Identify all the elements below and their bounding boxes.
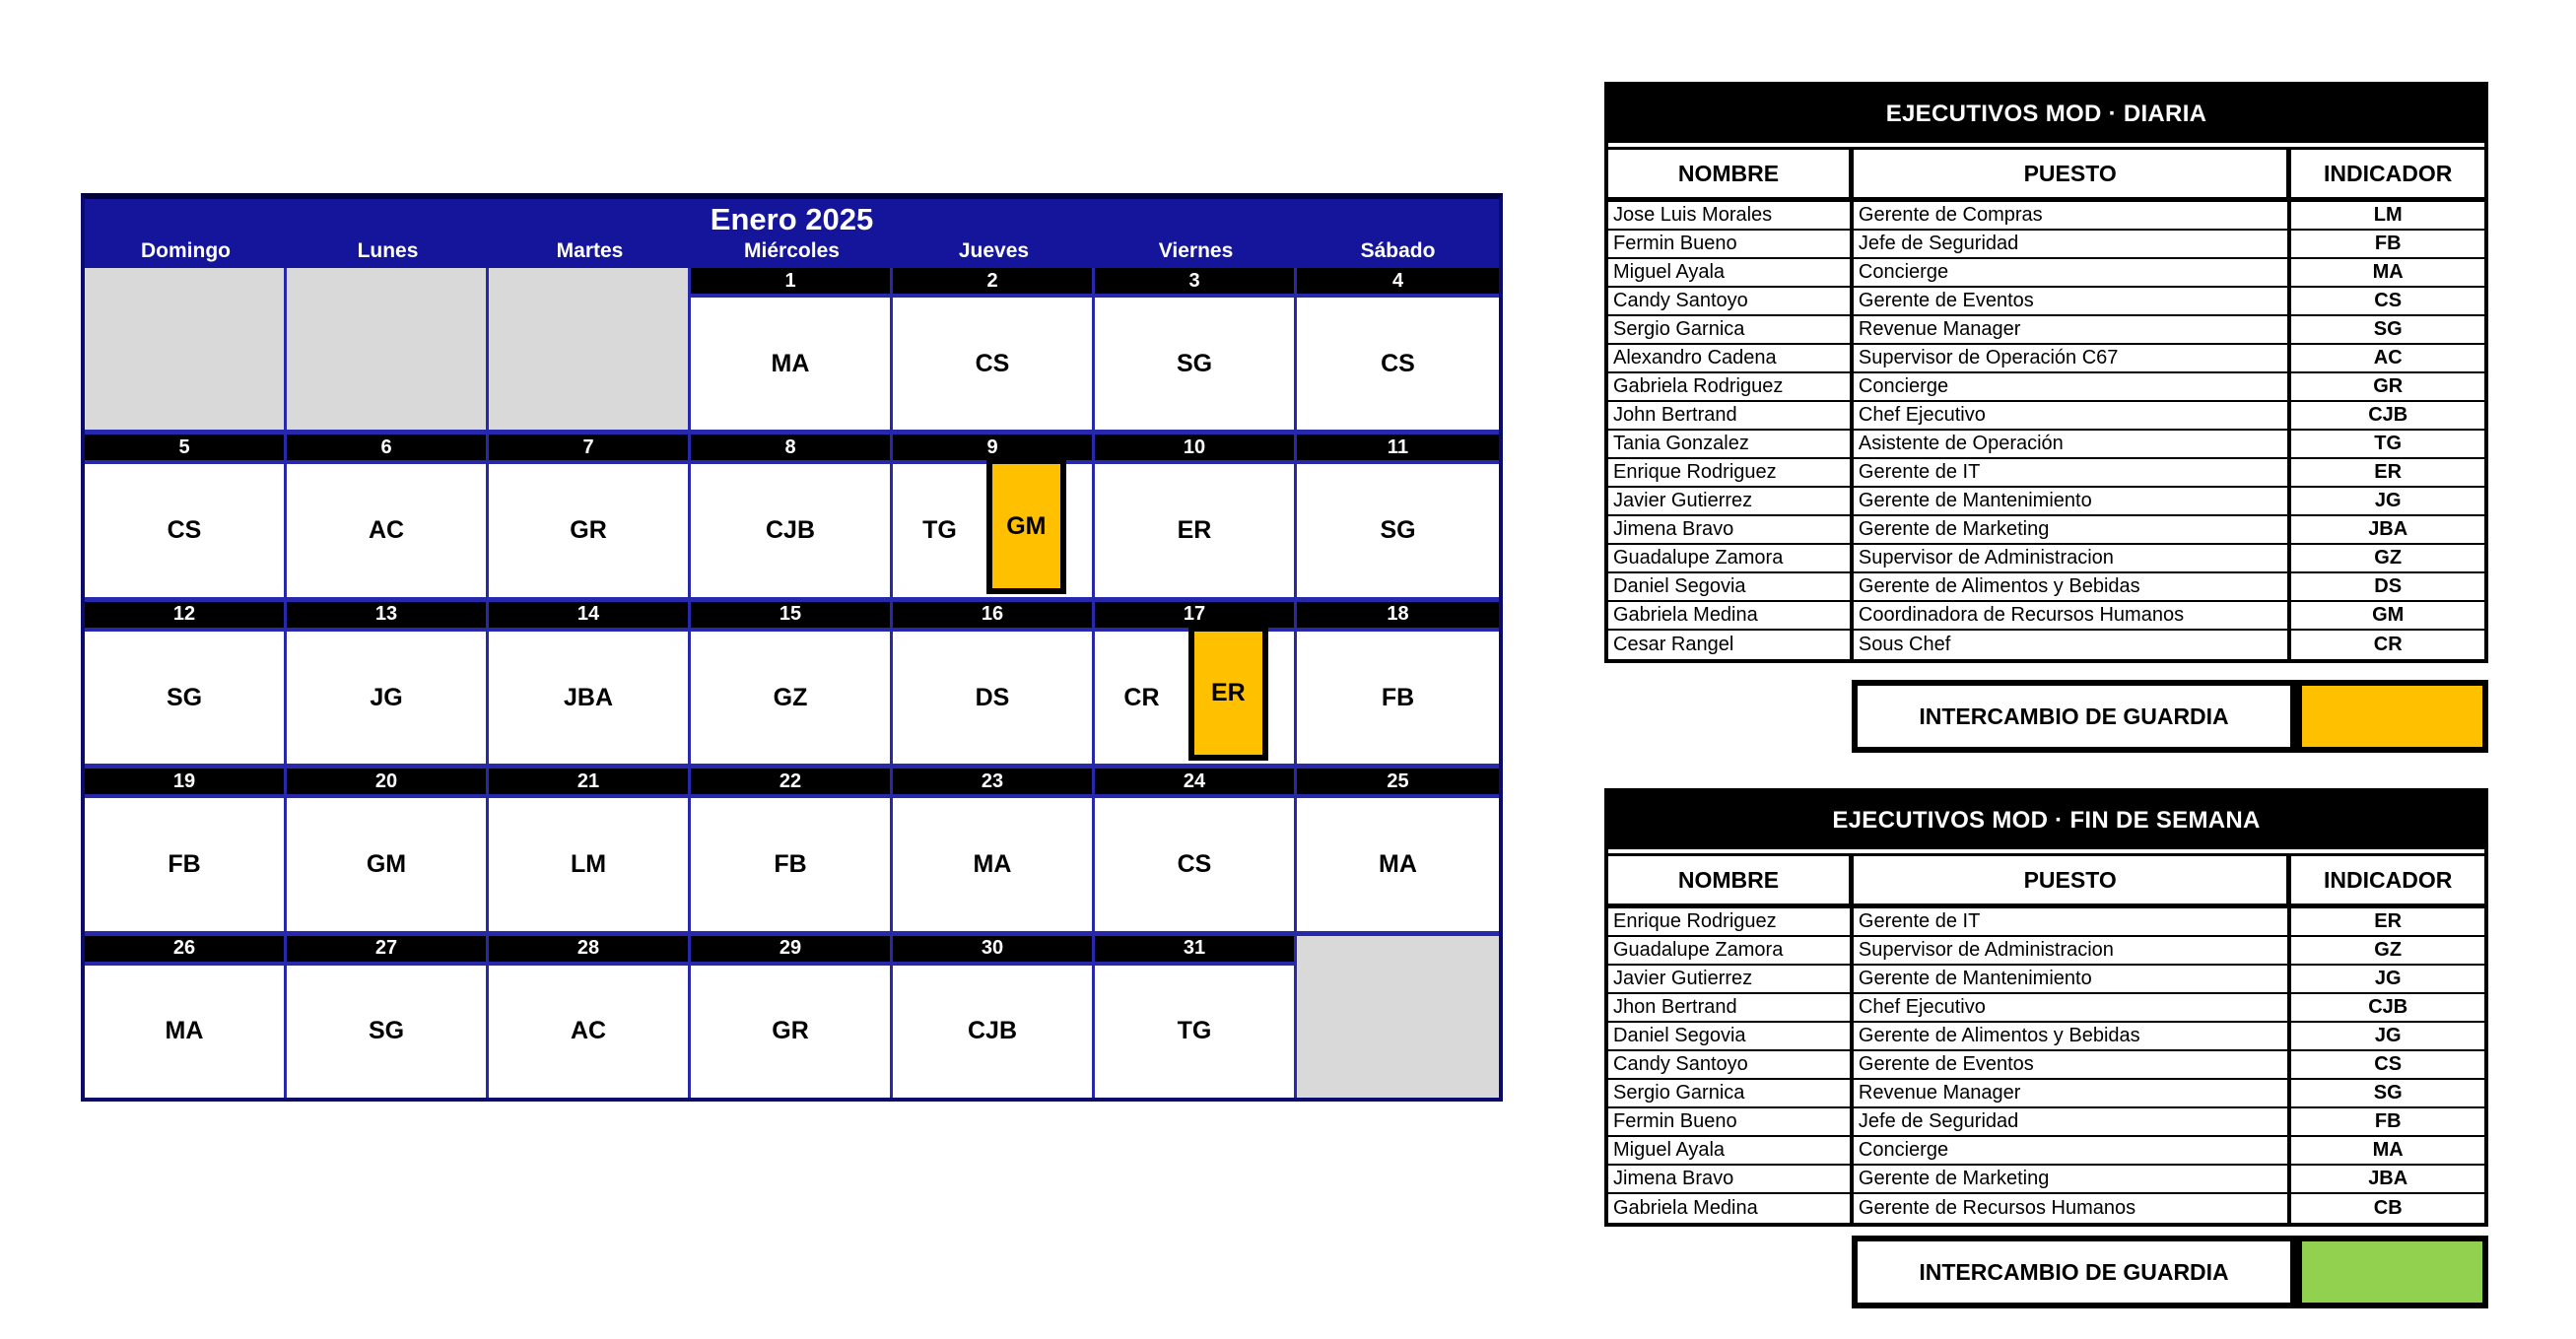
name-cell[interactable]: Daniel Segovia xyxy=(1608,573,1854,600)
column-header: PUESTO xyxy=(1854,856,2292,904)
puesto-cell[interactable]: Gerente de IT xyxy=(1854,459,2292,486)
column-header: NOMBRE xyxy=(1608,856,1854,904)
column-header: INDICADOR xyxy=(2324,866,2453,893)
table-body xyxy=(1608,202,2484,659)
puesto-cell[interactable]: Revenue Manager xyxy=(1854,316,2292,343)
column-header: PUESTO xyxy=(1854,150,2292,197)
legend-label: INTERCAMBIO DE GUARDIA xyxy=(1852,1236,2296,1308)
indicador-cell[interactable]: CJB xyxy=(2368,996,2408,1018)
table-row xyxy=(1608,1023,2484,1051)
duty-label: SG xyxy=(166,683,203,711)
week-row xyxy=(85,936,1499,1098)
week-row xyxy=(85,435,1499,601)
name-cell[interactable]: Candy Santoyo xyxy=(1608,288,1854,314)
table-row xyxy=(1608,431,2484,459)
table-row xyxy=(1608,1051,2484,1080)
table-row xyxy=(1608,966,2484,994)
duty-label: CS xyxy=(1177,849,1212,878)
duty-label: ER xyxy=(1177,516,1212,545)
day-header: Jueves xyxy=(958,239,1030,262)
duty-label: CJB xyxy=(967,1017,1017,1045)
duty-label: MA xyxy=(1379,849,1417,878)
name-cell[interactable]: Alexandro Cadena xyxy=(1608,345,1854,371)
empty-day-cell xyxy=(489,268,691,430)
empty-day-cell xyxy=(85,268,287,430)
duty-label: AC xyxy=(368,516,405,545)
calendar-title: Enero 2025 xyxy=(710,202,874,236)
duty-label: CR xyxy=(1123,683,1160,711)
table-row xyxy=(1608,288,2484,316)
puesto-cell[interactable]: Concierge xyxy=(1854,259,2292,286)
day-cell[interactable] xyxy=(85,602,287,764)
indicador-cell[interactable]: GZ xyxy=(2374,939,2403,961)
name-cell[interactable]: Jimena Bravo xyxy=(1608,1166,1854,1192)
puesto-cell[interactable]: Revenue Manager xyxy=(1854,1080,2292,1106)
day-number: 5 xyxy=(85,435,284,464)
day-number: 6 xyxy=(287,435,486,464)
day-number: 13 xyxy=(287,602,486,632)
duty-label: AC xyxy=(570,1017,607,1045)
table-row xyxy=(1608,1194,2484,1223)
table-row xyxy=(1608,602,2484,631)
day-number: 17 xyxy=(1095,602,1294,632)
day-cell[interactable] xyxy=(287,936,489,1098)
guard-exchange-color-swatch xyxy=(2296,680,2488,753)
puesto-cell[interactable]: Gerente de Eventos xyxy=(1854,1051,2292,1078)
day-cell[interactable] xyxy=(85,769,287,930)
indicador-cell[interactable]: AC xyxy=(2373,347,2403,368)
name-cell[interactable]: Jose Luis Morales xyxy=(1608,202,1854,229)
table-title: EJECUTIVOS MOD · DIARIA xyxy=(1608,86,2484,143)
puesto-cell[interactable]: Asistente de Operación xyxy=(1854,431,2292,457)
indicador-cell[interactable]: JBA xyxy=(2368,1168,2408,1189)
table-row xyxy=(1608,488,2484,516)
day-number: 24 xyxy=(1095,769,1294,798)
day-cell[interactable] xyxy=(893,268,1095,430)
puesto-cell[interactable]: Gerente de IT xyxy=(1854,908,2292,935)
table-row xyxy=(1608,316,2484,345)
indicador-cell[interactable]: CJB xyxy=(2368,404,2408,426)
puesto-cell[interactable]: Gerente de Marketing xyxy=(1854,516,2292,543)
day-header: Lunes xyxy=(357,239,419,262)
duty-label: MA xyxy=(165,1017,204,1045)
day-number: 29 xyxy=(691,936,890,966)
duty-label: GZ xyxy=(773,683,808,711)
puesto-cell[interactable]: Gerente de Eventos xyxy=(1854,288,2292,314)
table-row xyxy=(1608,1080,2484,1108)
duty-label: GR xyxy=(772,1017,809,1045)
table-row xyxy=(1608,937,2484,966)
puesto-cell[interactable]: Sous Chef xyxy=(1854,631,2292,659)
duty-label: SG xyxy=(1380,516,1416,545)
day-cell[interactable] xyxy=(1095,602,1297,764)
day-number: 10 xyxy=(1095,435,1294,464)
table-row xyxy=(1608,573,2484,602)
duty-label: GM xyxy=(366,849,407,878)
name-cell[interactable]: Enrique Rodriguez xyxy=(1608,908,1854,935)
indicador-cell[interactable]: ER xyxy=(2374,461,2403,483)
day-number: 9 xyxy=(893,435,1092,464)
table-header-row xyxy=(1608,147,2484,202)
day-cell[interactable] xyxy=(1095,435,1297,596)
day-header: Martes xyxy=(556,239,624,262)
puesto-cell[interactable]: Gerente de Alimentos y Bebidas xyxy=(1854,573,2292,600)
table-row xyxy=(1608,908,2484,937)
name-cell[interactable]: Enrique Rodriguez xyxy=(1608,459,1854,486)
day-number: 18 xyxy=(1297,602,1499,632)
day-number: 28 xyxy=(489,936,688,966)
puesto-cell[interactable]: Gerente de Mantenimiento xyxy=(1854,488,2292,514)
day-number: 30 xyxy=(893,936,1092,966)
indicador-cell[interactable]: JG xyxy=(2374,1025,2402,1046)
name-cell[interactable]: Gabriela Rodriguez xyxy=(1608,373,1854,400)
puesto-cell[interactable]: Gerente de Mantenimiento xyxy=(1854,966,2292,992)
exec-table-fin-de-semana xyxy=(1604,788,2488,1227)
puesto-cell[interactable]: Concierge xyxy=(1854,373,2292,400)
day-number: 3 xyxy=(1095,268,1294,298)
name-cell[interactable]: Sergio Garnica xyxy=(1608,316,1854,343)
indicador-cell[interactable]: CS xyxy=(2374,1053,2403,1075)
day-cell[interactable] xyxy=(287,769,489,930)
day-number: 16 xyxy=(893,602,1092,632)
table-row xyxy=(1608,373,2484,402)
day-number: 19 xyxy=(85,769,284,798)
table-header-row xyxy=(1608,853,2484,908)
day-cell[interactable] xyxy=(1297,769,1499,930)
name-cell[interactable]: Candy Santoyo xyxy=(1608,1051,1854,1078)
name-cell[interactable]: Fermin Bueno xyxy=(1608,231,1854,257)
name-cell[interactable]: Jhon Bertrand xyxy=(1608,994,1854,1021)
puesto-cell[interactable]: Jefe de Seguridad xyxy=(1854,231,2292,257)
indicador-cell[interactable]: GM xyxy=(2372,604,2405,626)
table-row xyxy=(1608,459,2484,488)
puesto-cell[interactable]: Gerente de Marketing xyxy=(1854,1166,2292,1192)
name-cell[interactable]: Guadalupe Zamora xyxy=(1608,545,1854,571)
day-number: 31 xyxy=(1095,936,1294,966)
indicador-cell[interactable]: SG xyxy=(2373,318,2403,340)
day-number: 26 xyxy=(85,936,284,966)
day-cell[interactable] xyxy=(287,602,489,764)
column-header: INDICADOR xyxy=(2324,160,2453,186)
duty-label: FB xyxy=(1381,683,1415,711)
indicador-cell[interactable]: FB xyxy=(2374,233,2402,254)
indicador-cell[interactable]: MA xyxy=(2372,1139,2404,1161)
name-cell[interactable]: Gabriela Medina xyxy=(1608,602,1854,629)
indicador-cell[interactable]: SG xyxy=(2373,1082,2403,1104)
legend-intercambio-diaria xyxy=(1852,680,2488,753)
puesto-cell[interactable]: Supervisor de Administracion xyxy=(1854,937,2292,964)
day-number: 15 xyxy=(691,602,890,632)
day-cell[interactable] xyxy=(489,769,691,930)
indicador-cell[interactable]: LM xyxy=(2373,204,2403,226)
day-cell[interactable] xyxy=(893,936,1095,1098)
name-cell[interactable]: Fermin Bueno xyxy=(1608,1108,1854,1135)
week-row xyxy=(85,769,1499,935)
table-body xyxy=(1608,908,2484,1223)
duty-label: MA xyxy=(973,849,1012,878)
day-cell[interactable] xyxy=(489,602,691,764)
day-header: Domingo xyxy=(141,239,231,262)
calendar-header xyxy=(85,199,1499,268)
day-cell[interactable] xyxy=(1297,268,1499,430)
day-number: 22 xyxy=(691,769,890,798)
table-row xyxy=(1608,516,2484,545)
day-cell[interactable] xyxy=(1095,936,1297,1098)
day-number: 20 xyxy=(287,769,486,798)
duty-label: TG xyxy=(1177,1017,1212,1045)
table-row xyxy=(1608,545,2484,573)
day-cell[interactable] xyxy=(893,435,1095,596)
indicador-cell[interactable]: GZ xyxy=(2374,547,2403,569)
day-number: 14 xyxy=(489,602,688,632)
empty-day-cell xyxy=(287,268,489,430)
puesto-cell[interactable]: Gerente de Recursos Humanos xyxy=(1854,1194,2292,1223)
table-row xyxy=(1608,231,2484,259)
day-body xyxy=(893,464,1092,596)
day-body xyxy=(1095,632,1294,764)
table-row xyxy=(1608,1166,2484,1194)
day-header: Miércoles xyxy=(744,239,840,262)
day-cell[interactable] xyxy=(85,936,287,1098)
day-cell[interactable] xyxy=(691,602,893,764)
day-cell[interactable] xyxy=(893,769,1095,930)
puesto-cell[interactable]: Chef Ejecutivo xyxy=(1854,402,2292,429)
duty-label: LM xyxy=(570,849,607,878)
indicador-cell[interactable]: DS xyxy=(2374,575,2403,597)
indicador-cell[interactable]: CS xyxy=(2374,290,2403,311)
day-cell[interactable] xyxy=(1095,268,1297,430)
name-cell[interactable]: Miguel Ayala xyxy=(1608,1137,1854,1164)
legend-label: INTERCAMBIO DE GUARDIA xyxy=(1852,680,2296,753)
day-number: 1 xyxy=(691,268,890,298)
week-row xyxy=(85,268,1499,435)
duty-label: CS xyxy=(975,349,1010,377)
indicador-cell[interactable]: TG xyxy=(2374,433,2403,454)
puesto-cell[interactable]: Supervisor de Administracion xyxy=(1854,545,2292,571)
calendar-day-headers xyxy=(85,238,1499,264)
indicador-cell[interactable]: MA xyxy=(2372,261,2404,283)
puesto-cell[interactable]: Jefe de Seguridad xyxy=(1854,1108,2292,1135)
day-number: 2 xyxy=(893,268,1092,298)
duty-label: CS xyxy=(1381,349,1415,377)
duty-label: JG xyxy=(370,683,403,711)
name-cell[interactable]: Javier Gutierrez xyxy=(1608,966,1854,992)
name-cell[interactable]: Sergio Garnica xyxy=(1608,1080,1854,1106)
duty-label: CS xyxy=(167,516,202,545)
day-number: 11 xyxy=(1297,435,1499,464)
table-row xyxy=(1608,1108,2484,1137)
duty-label: CJB xyxy=(765,516,815,545)
day-number: 25 xyxy=(1297,769,1499,798)
puesto-cell[interactable]: Gerente de Compras xyxy=(1854,202,2292,229)
day-number: 12 xyxy=(85,602,284,632)
duty-label: FB xyxy=(168,849,201,878)
puesto-cell[interactable]: Coordinadora de Recursos Humanos xyxy=(1854,602,2292,629)
exec-table-diaria xyxy=(1604,82,2488,663)
monthly-guard-calendar xyxy=(81,193,1503,1102)
duty-label: JBA xyxy=(563,683,613,711)
name-cell[interactable]: Gabriela Medina xyxy=(1608,1194,1854,1223)
name-cell[interactable]: Cesar Rangel xyxy=(1608,631,1854,659)
day-number: 4 xyxy=(1297,268,1499,298)
name-cell[interactable]: Miguel Ayala xyxy=(1608,259,1854,286)
table-row xyxy=(1608,402,2484,431)
day-cell[interactable] xyxy=(1095,769,1297,930)
calendar-weeks xyxy=(85,268,1499,1098)
puesto-cell[interactable]: Concierge xyxy=(1854,1137,2292,1164)
indicador-cell[interactable]: FB xyxy=(2374,1110,2402,1132)
puesto-cell[interactable]: Supervisor de Operación C67 xyxy=(1854,345,2292,371)
table-row xyxy=(1608,1137,2484,1166)
empty-day-cell xyxy=(1297,936,1499,1098)
indicador-cell[interactable]: JG xyxy=(2374,490,2402,511)
table-row xyxy=(1608,994,2484,1023)
duty-label: SG xyxy=(1176,349,1213,377)
column-header: NOMBRE xyxy=(1608,150,1854,197)
name-cell[interactable]: Javier Gutierrez xyxy=(1608,488,1854,514)
puesto-cell[interactable]: Chef Ejecutivo xyxy=(1854,994,2292,1021)
legend-intercambio-fin-de-semana xyxy=(1852,1236,2488,1308)
table-row xyxy=(1608,631,2484,659)
duty-label: MA xyxy=(771,349,810,377)
duty-label: FB xyxy=(774,849,807,878)
duty-label: DS xyxy=(975,683,1010,711)
indicador-cell[interactable]: CB xyxy=(2373,1197,2403,1219)
day-header: Viernes xyxy=(1158,239,1234,262)
day-cell[interactable] xyxy=(85,435,287,596)
table-row xyxy=(1608,345,2484,373)
day-number: 23 xyxy=(893,769,1092,798)
day-cell[interactable] xyxy=(489,435,691,596)
indicador-cell[interactable]: GR xyxy=(2373,375,2404,397)
day-cell[interactable] xyxy=(1297,602,1499,764)
name-cell[interactable]: Guadalupe Zamora xyxy=(1608,937,1854,964)
name-cell[interactable]: Jimena Bravo xyxy=(1608,516,1854,543)
day-cell[interactable] xyxy=(691,936,893,1098)
duty-label: TG xyxy=(922,516,957,545)
indicador-cell[interactable]: JBA xyxy=(2368,518,2408,540)
name-cell[interactable]: Daniel Segovia xyxy=(1608,1023,1854,1049)
guard-exchange-highlight: ER xyxy=(1188,626,1268,761)
guard-exchange-color-swatch xyxy=(2296,1236,2488,1308)
day-header: Sábado xyxy=(1360,239,1436,262)
indicador-cell[interactable]: JG xyxy=(2374,968,2402,989)
indicador-cell[interactable]: CR xyxy=(2373,634,2403,655)
duty-label: GR xyxy=(570,516,607,545)
name-cell[interactable]: Tania Gonzalez xyxy=(1608,431,1854,457)
table-row xyxy=(1608,259,2484,288)
day-number: 27 xyxy=(287,936,486,966)
duty-label: SG xyxy=(368,1017,405,1045)
day-number: 7 xyxy=(489,435,688,464)
puesto-cell[interactable]: Gerente de Alimentos y Bebidas xyxy=(1854,1023,2292,1049)
day-cell[interactable] xyxy=(691,435,893,596)
table-title: EJECUTIVOS MOD · FIN DE SEMANA xyxy=(1608,792,2484,849)
day-cell[interactable] xyxy=(1297,435,1499,596)
name-cell[interactable]: John Bertrand xyxy=(1608,402,1854,429)
day-cell[interactable] xyxy=(489,936,691,1098)
table-row xyxy=(1608,202,2484,231)
day-number: 21 xyxy=(489,769,688,798)
guard-exchange-highlight: GM xyxy=(986,458,1066,593)
week-row xyxy=(85,602,1499,769)
day-number: 8 xyxy=(691,435,890,464)
day-cell[interactable] xyxy=(287,435,489,596)
day-cell[interactable] xyxy=(691,268,893,430)
day-cell[interactable] xyxy=(691,769,893,930)
day-cell[interactable] xyxy=(893,602,1095,764)
indicador-cell[interactable]: ER xyxy=(2374,910,2403,932)
